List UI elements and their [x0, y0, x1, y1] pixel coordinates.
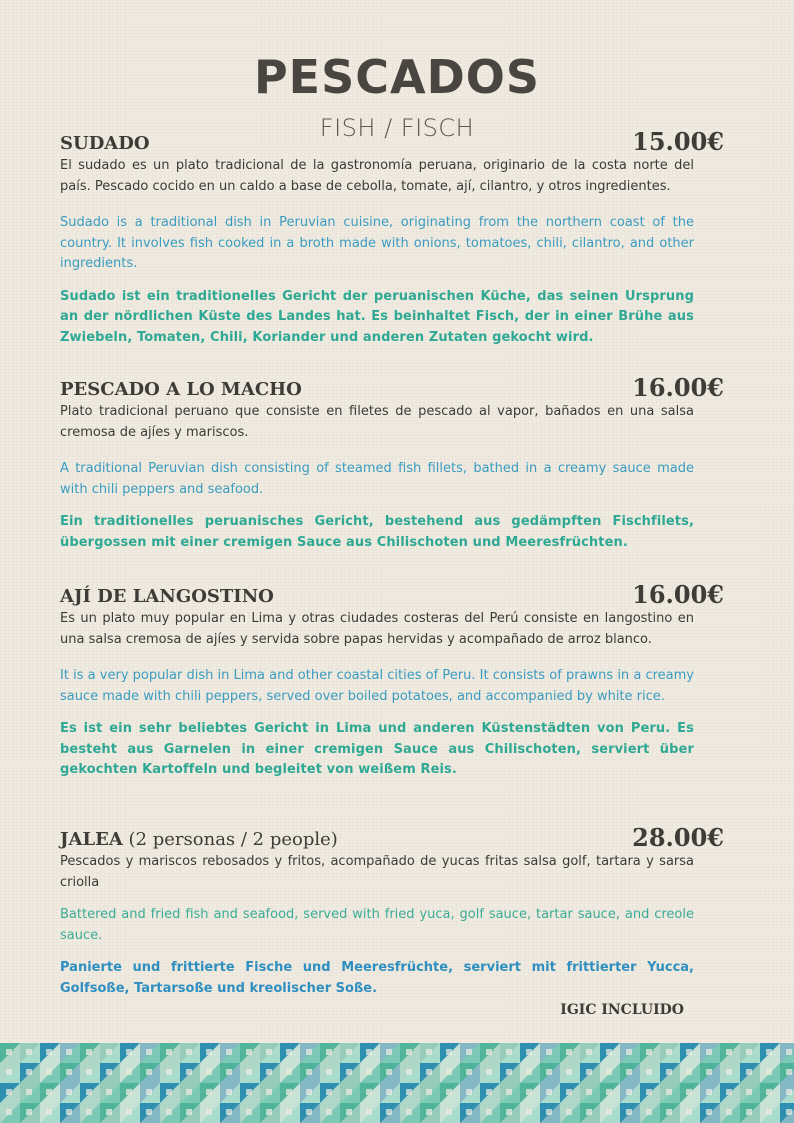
item-name: SUDADO — [60, 133, 150, 154]
description-german: Panierte und frittierte Fische und Meeresfrüchte, serviert mit frittierter Yucca, Golfsoße, Tartarsoße und kreolischer Soße. — [60, 960, 694, 996]
description-german: Ein traditionelles peruanisches Gericht, bestehend aus gedämpften Fischfilets, übergossen mit einer cremigen Sauce aus Chilischoten und Meeresfrüchten. — [60, 514, 694, 550]
item-price: 16.00€ — [632, 580, 724, 609]
item-name: PESCADO A LO MACHO — [60, 379, 302, 400]
description-spanish: Es un plato muy popular en Lima y otras ciudades costeras del Perú consiste en langostino en una salsa cremosa de ajíes y servida sobre papas hervidas y acompañado de arroz blanco. — [60, 611, 694, 647]
description-english: A traditional Peruvian dish consisting of steamed fish fillets, bathed in a creamy sauce made with chili peppers and seafood. — [60, 461, 694, 497]
description-spanish: Pescados y mariscos rebosados y fritos, acompañado de yucas fritas salsa golf, tartara y sarsa criolla — [60, 854, 694, 890]
menu-item-pescado-a-lo-macho — [60, 374, 724, 553]
description-english: Battered and fried fish and seafood, served with fried yuca, golf sauce, tartar sauce, and creole sauce. — [60, 907, 694, 943]
item-name — [60, 829, 338, 850]
item-header — [60, 824, 724, 850]
item-name: AJÍ DE LANGOSTINO — [60, 586, 274, 607]
item-header — [60, 128, 724, 154]
page-title: PESCADOS — [253, 50, 541, 104]
description-english: Sudado is a traditional dish in Peruvian cuisine, originating from the northern coast of the country. It involves fish cooked in a broth made with onions, tomatoes, chili, cilantro, and other ingredients. — [60, 215, 694, 271]
description-spanish: El sudado es un plato tradicional de la gastronomía peruana, originario de la costa norte del país. Pescado cocido en un caldo a base de cebolla, tomate, ají, cilantro, y otros ingredientes. — [60, 158, 694, 194]
item-price: 16.00€ — [632, 373, 724, 402]
page-subtitle: FISH / FISCH — [319, 114, 475, 142]
item-header — [60, 581, 724, 607]
item-name-main: JALEA — [60, 829, 123, 850]
item-price: 28.00€ — [632, 823, 724, 852]
description-german: Sudado ist ein traditionelles Gericht der peruanischen Küche, das seinen Ursprung an der nördlichen Küste des Landes hat. Es beinhaltet Fisch, der in einer Brühe aus Zwiebeln, Tomaten, Chili, Koriander und anderen Zutaten gekocht wird. — [60, 288, 694, 345]
item-header — [60, 374, 724, 400]
menu-item-sudado — [60, 128, 724, 348]
item-price: 15.00€ — [632, 127, 724, 156]
andean-pattern-border — [0, 1043, 794, 1123]
description-english: It is a very popular dish in Lima and other coastal cities of Peru. It consists of prawns in a creamy sauce made with chili peppers, served over boiled potatoes, and accompanied by white rice. — [60, 668, 694, 704]
description-spanish: Plato tradicional peruano que consiste en filetes de pescado al vapor, bañados en una salsa cremosa de ajíes y mariscos. — [60, 404, 694, 440]
description-german: Es ist ein sehr beliebtes Gericht in Lima und anderen Küstenstädten von Peru. Es besteht aus Garnelen in einer cremigen Sauce aus Chilischoten, serviert über gekochten Kartoffeln und begleitet von weißem Reis. — [60, 721, 694, 777]
menu-item-jalea — [60, 824, 724, 999]
menu-item-aji-de-langostino — [60, 581, 724, 781]
item-name-portion: (2 personas / 2 people) — [122, 829, 338, 850]
tax-note: IGIC INCLUIDO — [560, 1002, 684, 1018]
